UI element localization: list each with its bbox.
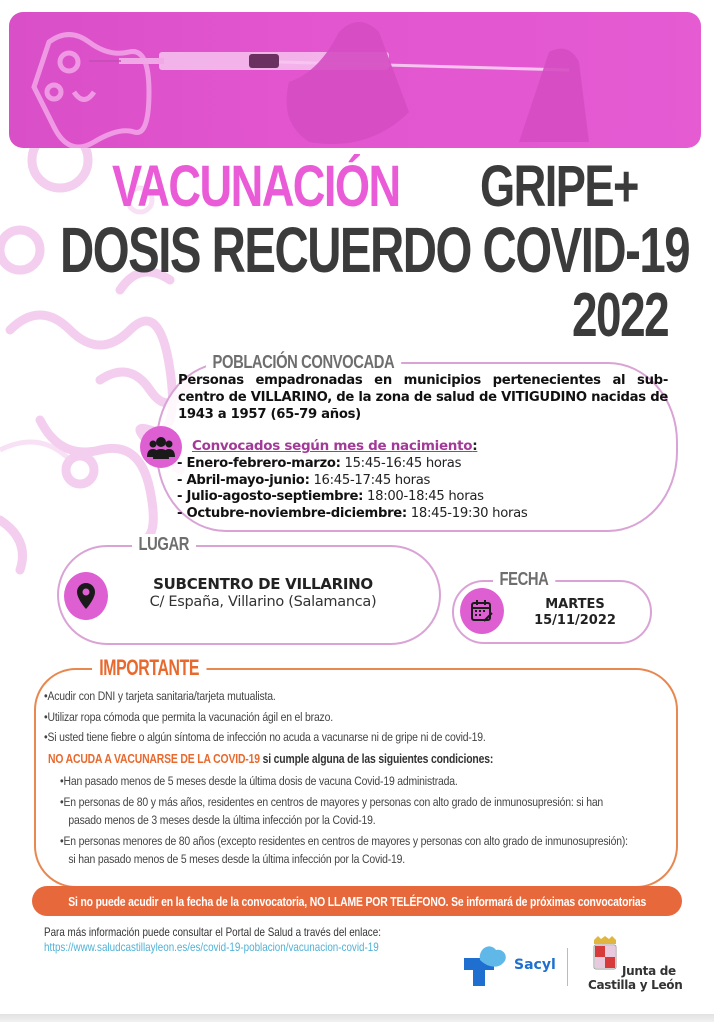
important-item: • Si usted tiene fiebre o algún síntoma de infección no acuda a vacunarse ni de gripe ni de covid-19. bbox=[44, 727, 582, 748]
population-description: Personas empadronadas en municipios pertenecientes al sub-centro de VILLARINO, de la zona de salud de VITIGUDINO nacidas de 1943 a 1957 (65-79 años) bbox=[178, 373, 668, 422]
title-year: 2022 bbox=[572, 281, 669, 350]
sacyl-logo bbox=[464, 944, 556, 986]
important-label: IMPORTANTE bbox=[92, 655, 206, 681]
schedule-time: 18:45-19:30 horas bbox=[406, 505, 528, 521]
schedule-row bbox=[177, 489, 527, 506]
important-item: • Utilizar ropa cómoda que permita la vacunación ágil en el brazo. bbox=[44, 707, 582, 728]
schedule-row bbox=[177, 456, 527, 473]
place-address: C/ España, Villarino (Salamanca) bbox=[149, 594, 377, 610]
junta-text-line2: Castilla y León bbox=[588, 978, 683, 992]
hero-image bbox=[9, 12, 701, 148]
portal-link[interactable]: https://www.saludcastillayleon.es/es/covid-19-poblacion/vacunacion-covid-19 bbox=[44, 940, 379, 954]
no-phone-banner bbox=[32, 886, 682, 916]
title-gripe: GRIPE+ bbox=[480, 154, 638, 219]
syringe-hand-icon bbox=[9, 12, 701, 148]
condition-item: • En personas menores de 80 años (excepto residentes en centros de mayores y personas con alto grado de inmunosupresión): si han pasado menos de 5 meses desde la última infección por la Covid-19. bbox=[60, 832, 631, 869]
schedule-time: 16:45-17:45 horas bbox=[309, 472, 431, 488]
condition-item: • Han pasado menos de 5 meses desde la última dosis de vacuna Covid-19 administrada. bbox=[60, 772, 631, 791]
schedule-list bbox=[177, 456, 527, 522]
title-dosis-recuerdo: DOSIS RECUERDO COVID-19 bbox=[60, 214, 690, 286]
population-label: POBLACIÓN CONVOCADA bbox=[206, 352, 401, 373]
schedule-time: 15:45-16:45 horas bbox=[340, 456, 462, 471]
schedule-title bbox=[192, 438, 477, 454]
place-label: LUGAR bbox=[132, 534, 196, 555]
bottom-edge bbox=[0, 1014, 714, 1022]
date-weekday: MARTES bbox=[545, 597, 605, 612]
junta-text-line1: Junta de bbox=[622, 964, 676, 978]
date-value: 15/11/2022 bbox=[534, 613, 616, 628]
banner-text: Si no puede acudir en la fecha de la convocatoria, NO LLAME POR TELÉFONO. Se informará de próximas convocatorias bbox=[68, 893, 646, 909]
important-list bbox=[44, 686, 582, 748]
conditions-list bbox=[60, 772, 631, 871]
schedule-row bbox=[177, 473, 527, 490]
schedule-row bbox=[177, 506, 527, 523]
schedule-title-colon: : bbox=[472, 438, 478, 454]
more-info-text: Para más información puede consultar el Portal de Salud a través del enlace: bbox=[44, 925, 381, 939]
schedule-months: - Enero-febrero-marzo: bbox=[177, 456, 341, 471]
important-item: • Acudir con DNI y tarjeta sanitaria/tarjeta mutualista. bbox=[44, 686, 582, 707]
calendar-icon bbox=[460, 588, 504, 634]
schedule-months: - Abril-mayo-junio: bbox=[177, 472, 310, 488]
title-vacunacion: VACUNACIÓN bbox=[112, 154, 400, 219]
sacyl-cross-icon bbox=[464, 944, 508, 986]
covid-warning-rest: si cumple alguna de las siguientes condiciones: bbox=[259, 751, 494, 766]
schedule-months: - Octubre-noviembre-diciembre: bbox=[177, 505, 407, 521]
people-group-icon bbox=[140, 426, 182, 468]
coat-of-arms-icon bbox=[590, 936, 620, 976]
sacyl-text: Sacyl bbox=[514, 957, 556, 973]
schedule-months: - Julio-agosto-septiembre: bbox=[177, 489, 364, 504]
covid-warning bbox=[48, 751, 493, 766]
date-label: FECHA bbox=[493, 569, 555, 590]
logo-divider bbox=[567, 948, 568, 986]
schedule-time: 18:00-18:45 horas bbox=[363, 489, 484, 504]
place-name: SUBCENTRO DE VILLARINO bbox=[153, 575, 373, 593]
covid-warning-highlight: NO ACUDA A VACUNARSE DE LA COVID-19 bbox=[48, 751, 260, 766]
schedule-title-text: Convocados según mes de nacimiento bbox=[192, 438, 473, 454]
map-pin-icon bbox=[64, 572, 108, 620]
condition-item: • En personas de 80 y más años, residentes en centros de mayores y personas con alto grado de inmunosupresión: si han pasado menos de 3 meses desde la última infección por la Covid-19. bbox=[60, 793, 631, 830]
